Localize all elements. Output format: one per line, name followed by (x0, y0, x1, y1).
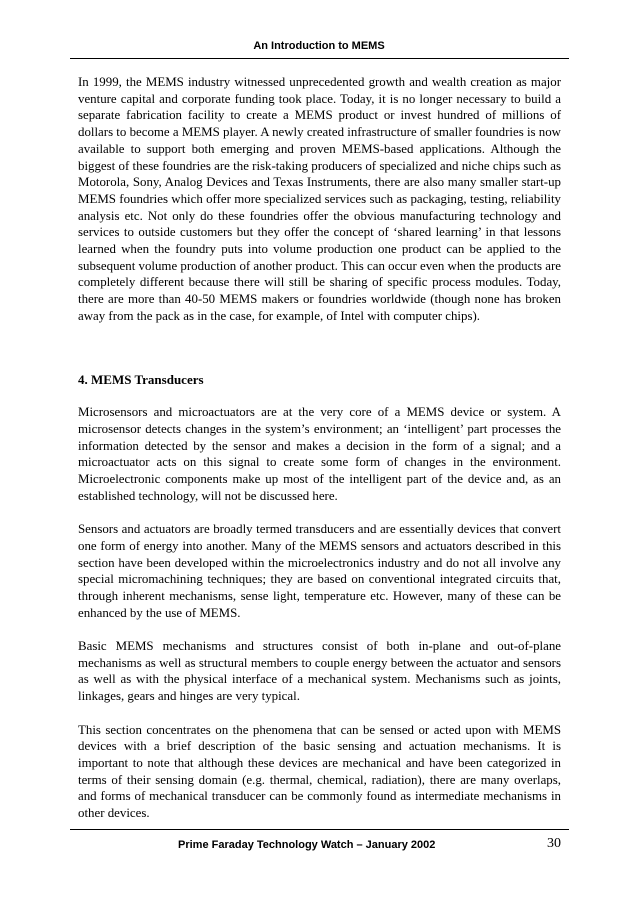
paragraph-section-scope: This section concentrates on the phenomena that can be sensed or acted upon with MEMS devices with a brief description of the basic sensing and actuation mechanisms. It is important to note that although these devices are mechanical and have been categorized in terms of their sensing domain (e.g. thermal, chemical, radiation), there are many overlaps, and forms of mechanical transducer can be commonly found as intermediate mechanisms in other devices. (78, 722, 561, 821)
running-header: An Introduction to MEMS (253, 40, 385, 52)
document-body (78, 74, 561, 822)
intro-paragraph: In 1999, the MEMS industry witnessed unprecedented growth and wealth creation as major venture capital and corporate funding took place. Today, it is no longer necessary to build a separate fabrication facility to create a MEMS product or invest hundred of millions of dollars to become a MEMS player. A newly created infrastructure of smaller foundries is now available to support both emerging and proven MEMS-based applications. Although the biggest of these foundries are the risk-taking producers of specialized and niche chips such as Motorola, Sony, Analog Devices and Texas Instruments, there are also many smaller start-up MEMS foundries which offer more specialized services such as packaging, testing, reliability analysis etc. Not only do these foundries offer the obvious manufacturing technology and services to outside customers but they offer the concept of ‘shared learning’ in that lessons learned when the foundry puts into volume production one product can be applied to the subsequent volume production of another product. This can occur even when the products are completely different because there will still be sharing of specific process modules. Today, there are more than 40-50 MEMS makers or foundries worldwide (though none has broken away from the pack as in the case, for example, of Intel with computer chips). (78, 75, 562, 323)
footer-text: Prime Faraday Technology Watch – January 2002 (178, 839, 436, 851)
header-rule (70, 58, 569, 59)
paragraph-mechanisms: Basic MEMS mechanisms and structures consist of both in-plane and out-of-plane mechanisms as well as structural members to couple energy between the actuator and sensors as well as with the physical interface of a mechanical system. Mechanisms such as joints, linkages, gears and hinges are very typical. (78, 639, 561, 704)
paragraph-microsensors: Microsensors and microactuators are at the very core of a MEMS device or system. A microsensor detects changes in the system’s environment; an ‘intelligent’ part processes the information detected by the sensor and makes a decision in the form of a signal; and a microactuator acts on this signal to create some form of changes in the environment. Microelectronic components make up most of the intelligent part of the device and, as an established technology, will not be discussed here. (78, 405, 561, 503)
page-number: 30 (547, 836, 561, 851)
section-heading: 4. MEMS Transducers (78, 371, 204, 387)
paragraph-transducers: Sensors and actuators are broadly termed transducers and are essentially devices that convert one form of energy into another. Many of the MEMS sensors and actuators described in this section have been developed within the microelectronics industry and do not all involve any special micromachining techniques; they are based on conventional integrated circuits that, through inherent mechanisms, sense light, temperature etc. However, many of these can be enhanced by the use of MEMS. (78, 522, 561, 620)
footer-rule (70, 829, 569, 830)
